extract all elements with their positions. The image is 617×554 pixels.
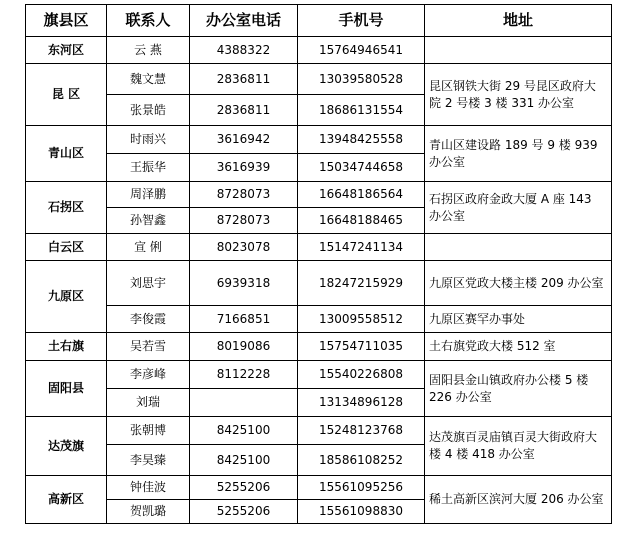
office-phone-cell: 5255206 (190, 476, 298, 500)
office-phone-cell: 5255206 (190, 500, 298, 524)
mobile-cell: 15540226808 (298, 361, 425, 389)
address-cell: 九原区赛罕办事处 (425, 306, 612, 333)
contact-cell: 李昊臻 (107, 445, 190, 476)
table-row (26, 126, 612, 154)
mobile-cell: 15034744658 (298, 154, 425, 182)
table-row (26, 361, 612, 389)
office-phone-cell (190, 389, 298, 417)
address-cell: 土右旗党政大楼 512 室 (425, 333, 612, 361)
contact-cell: 李俊霞 (107, 306, 190, 333)
address-cell: 昆区钢铁大街 29 号昆区政府大院 2 号楼 3 楼 331 办公室 (425, 64, 612, 126)
contact-cell: 李彦峰 (107, 361, 190, 389)
district-cell: 白云区 (26, 234, 107, 261)
mobile-cell: 13039580528 (298, 64, 425, 95)
contact-cell: 张朝博 (107, 417, 190, 445)
mobile-cell: 16648186564 (298, 182, 425, 208)
district-cell: 昆 区 (26, 64, 107, 126)
district-cell: 青山区 (26, 126, 107, 182)
contact-cell: 云 燕 (107, 37, 190, 64)
table-row (26, 261, 612, 306)
table-row (26, 37, 612, 64)
contact-cell: 吴若雪 (107, 333, 190, 361)
address-cell (425, 37, 612, 64)
mobile-cell: 15754711035 (298, 333, 425, 361)
contact-cell: 刘瑞 (107, 389, 190, 417)
table-row (26, 234, 612, 261)
contact-cell: 魏文慧 (107, 64, 190, 95)
table-row (26, 64, 612, 95)
address-cell (425, 234, 612, 261)
contact-cell: 钟佳波 (107, 476, 190, 500)
mobile-cell: 15764946541 (298, 37, 425, 64)
office-phone-cell: 8425100 (190, 417, 298, 445)
contact-cell: 贺凯璐 (107, 500, 190, 524)
district-cell: 固阳县 (26, 361, 107, 417)
table-row (26, 182, 612, 208)
mobile-cell: 15561095256 (298, 476, 425, 500)
mobile-cell: 13009558512 (298, 306, 425, 333)
address-cell: 稀土高新区滨河大厦 206 办公室 (425, 476, 612, 524)
contact-cell: 时雨兴 (107, 126, 190, 154)
mobile-cell: 16648188465 (298, 208, 425, 234)
mobile-cell: 18586108252 (298, 445, 425, 476)
table-row (26, 476, 612, 500)
address-cell: 达茂旗百灵庙镇百灵大街政府大楼 4 楼 418 办公室 (425, 417, 612, 476)
office-phone-cell: 3616942 (190, 126, 298, 154)
district-cell: 达茂旗 (26, 417, 107, 476)
office-phone-cell: 7166851 (190, 306, 298, 333)
contact-cell: 王振华 (107, 154, 190, 182)
office-phone-cell: 8019086 (190, 333, 298, 361)
table-row (26, 417, 612, 445)
mobile-cell: 13134896128 (298, 389, 425, 417)
district-cell: 高新区 (26, 476, 107, 524)
mobile-cell: 15561098830 (298, 500, 425, 524)
table-row (26, 333, 612, 361)
table-row (26, 306, 612, 333)
address-cell: 九原区党政大楼主楼 209 办公室 (425, 261, 612, 306)
office-phone-cell: 4388322 (190, 37, 298, 64)
office-phone-cell: 3616939 (190, 154, 298, 182)
office-phone-cell: 8023078 (190, 234, 298, 261)
office-phone-cell: 8728073 (190, 182, 298, 208)
office-phone-cell: 8425100 (190, 445, 298, 476)
mobile-cell: 15248123768 (298, 417, 425, 445)
contact-cell: 孙智鑫 (107, 208, 190, 234)
office-phone-cell: 6939318 (190, 261, 298, 306)
office-phone-cell: 2836811 (190, 64, 298, 95)
header-address: 地址 (425, 5, 612, 37)
office-phone-cell: 8112228 (190, 361, 298, 389)
header-row (26, 5, 612, 37)
contact-table (25, 4, 612, 524)
office-phone-cell: 2836811 (190, 95, 298, 126)
district-cell: 土右旗 (26, 333, 107, 361)
header-district: 旗县区 (26, 5, 107, 37)
contact-cell: 刘思宇 (107, 261, 190, 306)
district-cell: 石拐区 (26, 182, 107, 234)
mobile-cell: 13948425558 (298, 126, 425, 154)
mobile-cell: 18247215929 (298, 261, 425, 306)
header-contact: 联系人 (107, 5, 190, 37)
district-cell: 东河区 (26, 37, 107, 64)
header-office-phone: 办公室电话 (190, 5, 298, 37)
mobile-cell: 18686131554 (298, 95, 425, 126)
contact-cell: 宣 俐 (107, 234, 190, 261)
district-cell: 九原区 (26, 261, 107, 333)
address-cell: 固阳县金山镇政府办公楼 5 楼 226 办公室 (425, 361, 612, 417)
contact-cell: 周泽鹏 (107, 182, 190, 208)
office-phone-cell: 8728073 (190, 208, 298, 234)
contact-cell: 张景皓 (107, 95, 190, 126)
address-cell: 青山区建设路 189 号 9 楼 939 办公室 (425, 126, 612, 182)
address-cell: 石拐区政府金政大厦 A 座 143 办公室 (425, 182, 612, 234)
mobile-cell: 15147241134 (298, 234, 425, 261)
header-mobile: 手机号 (298, 5, 425, 37)
